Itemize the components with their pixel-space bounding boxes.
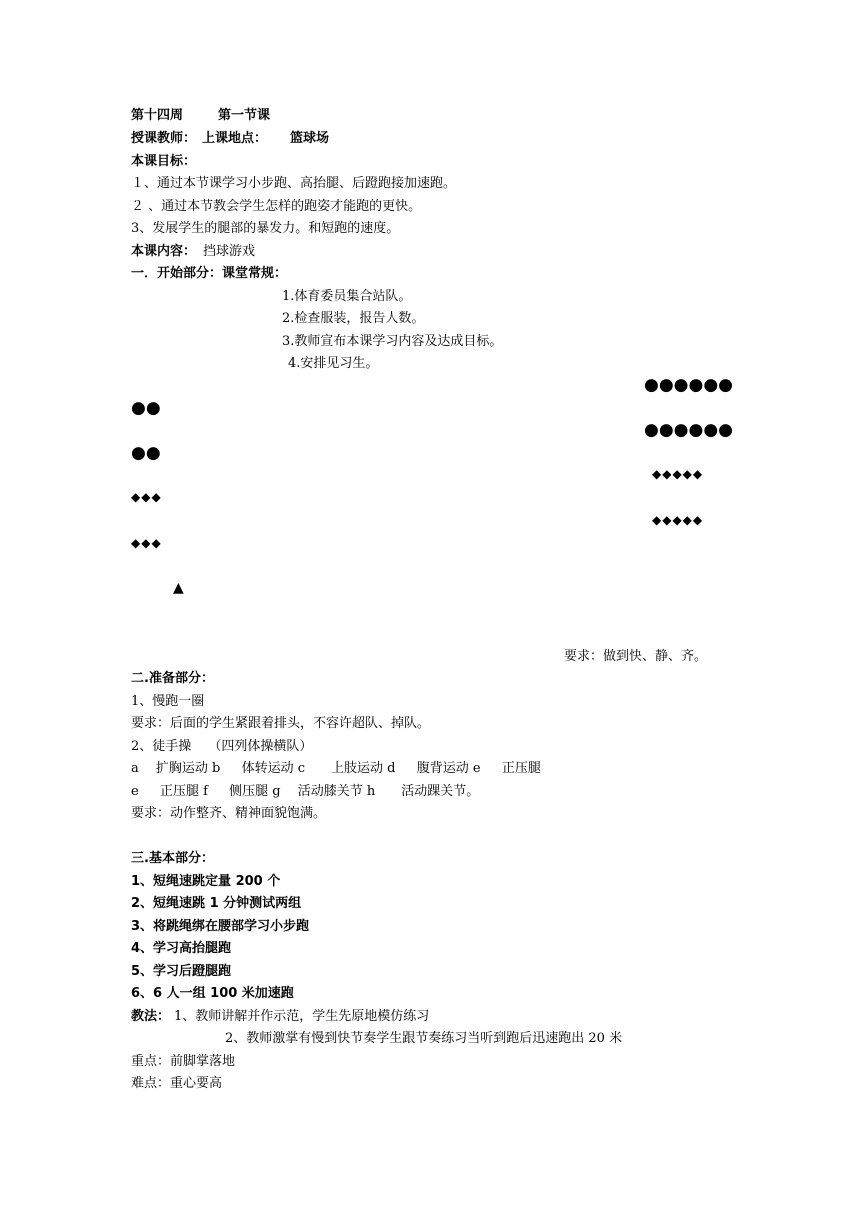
difficulty-point: 难点：重心要高 — [131, 1076, 223, 1091]
part3-item-2: 2、短绳速跳 1 分钟测试两组 — [131, 896, 302, 911]
formation-left-diamonds-row-1: ◆◆◆ — [131, 490, 162, 504]
week-label: 第十四周 — [131, 108, 184, 123]
location-label: 上课地点： — [202, 131, 268, 146]
formation-left-dots-row-1: ●● — [131, 398, 161, 418]
goal-item-1: １、通过本节课学习小步跑、高抬腿、后蹬跑接加速跑。 — [131, 176, 457, 191]
part2-title: 二.准备部分： — [131, 671, 214, 686]
formation-left-diamonds-row-2: ◆◆◆ — [131, 536, 162, 550]
routine-item-4: 4.安排见习生。 — [288, 356, 379, 371]
formation-right-dots-row-1: ●●●●●● — [644, 375, 734, 395]
formation-right-diamonds-row-2: ◆◆◆◆◆ — [652, 513, 704, 527]
formation-teacher-marker: ▲ — [173, 580, 184, 596]
part3-item-4: 4、学习高抬腿跑 — [131, 941, 232, 956]
part3-item-6: 6、6 人一组 100 米加速跑 — [131, 986, 294, 1001]
content-value: 挡球游戏 — [203, 244, 256, 259]
key-point: 重点：前脚掌落地 — [131, 1054, 236, 1069]
teacher-label: 授课教师： — [131, 131, 197, 146]
part2-line-4: a 扩胸运动 b 体转运动 c 上肢运动 d 腹背运动 e 正压腿 — [131, 761, 541, 776]
part2-line-2: 要求：后面的学生紧跟着排头，不容许超队、掉队。 — [131, 716, 431, 731]
formation-right-diamonds-row-1: ◆◆◆◆◆ — [652, 467, 704, 481]
part2-line-6: 要求：动作整齐、精神面貌饱满。 — [131, 806, 327, 821]
part3-item-1: 1、短绳速跳定量 200 个 — [131, 874, 281, 889]
part2-line-5: e 正压腿 f 侧压腿 g 活动膝关节 h 活动踝关节。 — [131, 784, 480, 799]
part3-item-3: 3、将跳绳绑在腰部学习小步跑 — [131, 919, 310, 934]
routine-item-3: 3.教师宣布本课学习内容及达成目标。 — [282, 334, 503, 349]
content-label: 本课内容： — [131, 244, 197, 259]
formation-left-dots-row-2: ●● — [131, 443, 161, 463]
location-value: 篮球场 — [290, 131, 330, 146]
part2-line-1: 1、慢跑一圈 — [131, 694, 205, 709]
goal-item-2: ２ 、通过本节教会学生怎样的跑姿才能跑的更快。 — [131, 199, 422, 214]
lesson-label: 第一节课 — [218, 108, 271, 123]
part3-title: 三.基本部分： — [131, 851, 214, 866]
part1-title: 一．开始部分：课堂常规： — [131, 266, 288, 281]
method-label: 教法： — [131, 1009, 171, 1024]
part1-requirement: 要求：做到快、静、齐。 — [564, 649, 708, 664]
part3-item-5: 5、学习后蹬腿跑 — [131, 964, 232, 979]
routine-item-2: 2.检查服装，报告人数。 — [282, 311, 425, 326]
goals-title: 本课目标： — [131, 154, 197, 169]
routine-item-1: 1.体育委员集合站队。 — [282, 289, 412, 304]
formation-right-dots-row-2: ●●●●●● — [644, 420, 734, 440]
part2-line-3: 2、徒手操 （四列体操横队） — [131, 739, 313, 754]
goal-item-3: 3、发展学生的腿部的暴发力。和短跑的速度。 — [131, 221, 400, 236]
method-step-1: 1、教师讲解并作示范，学生先原地模仿练习 — [174, 1009, 430, 1024]
method-step-2: 2、教师激掌有慢到快节奏学生跟节奏练习当听到跑后迅速跑出 20 米 — [225, 1031, 623, 1046]
